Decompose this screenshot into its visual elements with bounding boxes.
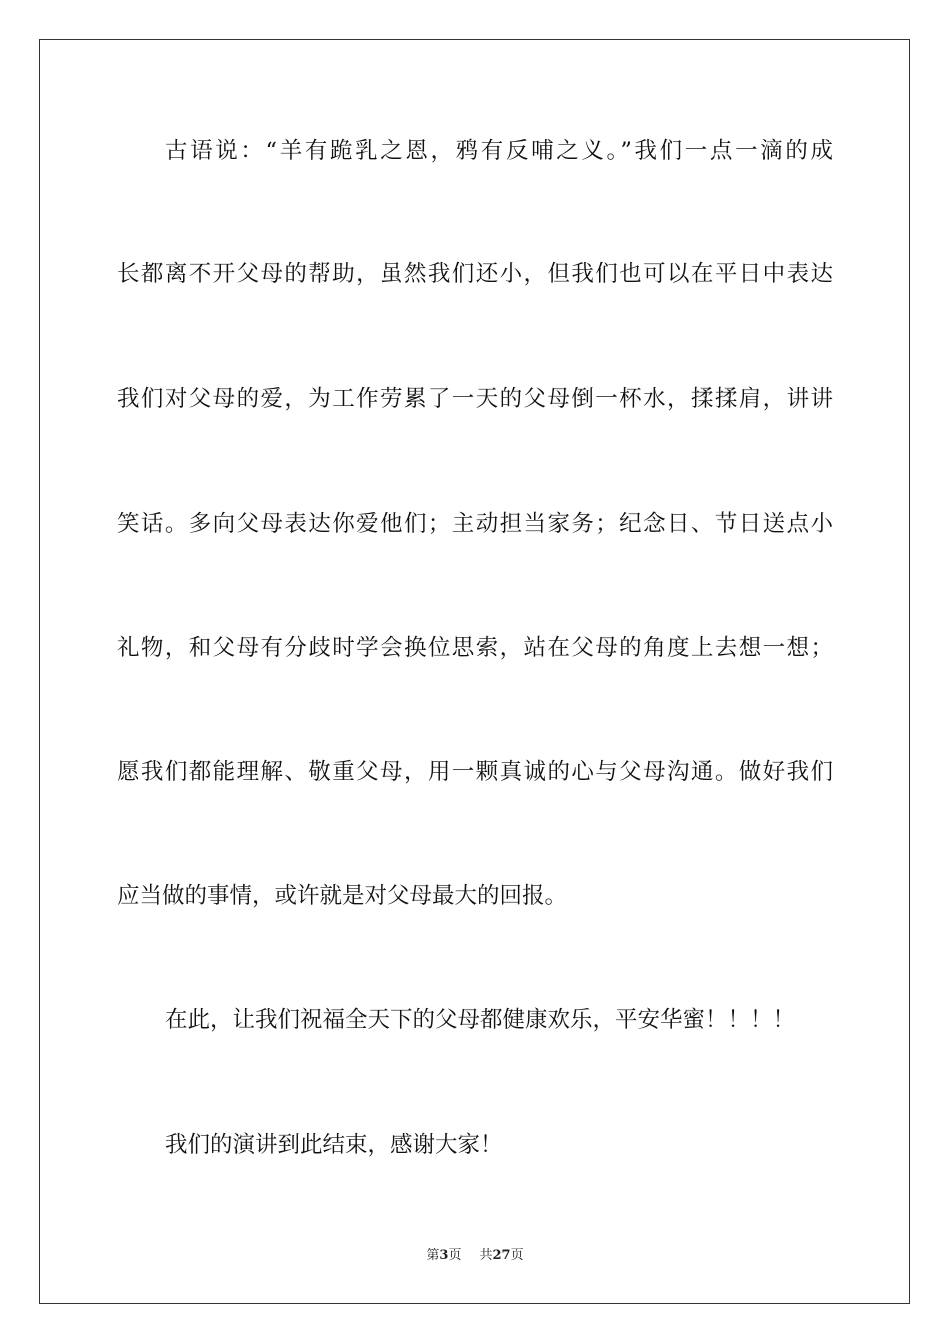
paragraph-line-3: 我们对父母的爱，为工作劳累了一天的父母倒一杯水，揉揉肩，讲讲 bbox=[117, 386, 833, 412]
paragraph-line-1: 古语说：“羊有跪乳之恩，鸦有反哺之义。”我们一点一滴的成 bbox=[165, 138, 833, 164]
paragraph-line-8: 在此，让我们祝福全天下的父母都健康欢乐，平安华蜜！！！！ bbox=[165, 1007, 796, 1033]
page-suffix: 页 bbox=[448, 1248, 462, 1263]
paragraph-line-4: 笑话。多向父母表达你爱他们；主动担当家务；纪念日、节日送点小 bbox=[117, 511, 833, 537]
total-suffix: 页 bbox=[510, 1248, 524, 1263]
page-prefix: 第 bbox=[426, 1248, 440, 1263]
paragraph-line-5: 礼物，和父母有分歧时学会换位思索，站在父母的角度上去想一想； bbox=[117, 635, 833, 661]
page-number: 3 bbox=[439, 1248, 449, 1263]
page-footer bbox=[0, 1247, 950, 1265]
paragraph-line-9: 我们的演讲到此结束，感谢大家！ bbox=[165, 1132, 503, 1158]
page-border bbox=[39, 39, 910, 1304]
total-prefix: 共 bbox=[479, 1248, 493, 1263]
paragraph-line-2: 长都离不开父母的帮助，虽然我们还小，但我们也可以在平日中表达 bbox=[117, 261, 833, 287]
paragraph-line-7: 应当做的事情，或许就是对父母最大的回报。 bbox=[117, 883, 568, 909]
paragraph-line-6: 愿我们都能理解、敬重父母，用一颗真诚的心与父母沟通。做好我们 bbox=[117, 759, 833, 785]
total-pages: 27 bbox=[492, 1248, 511, 1263]
